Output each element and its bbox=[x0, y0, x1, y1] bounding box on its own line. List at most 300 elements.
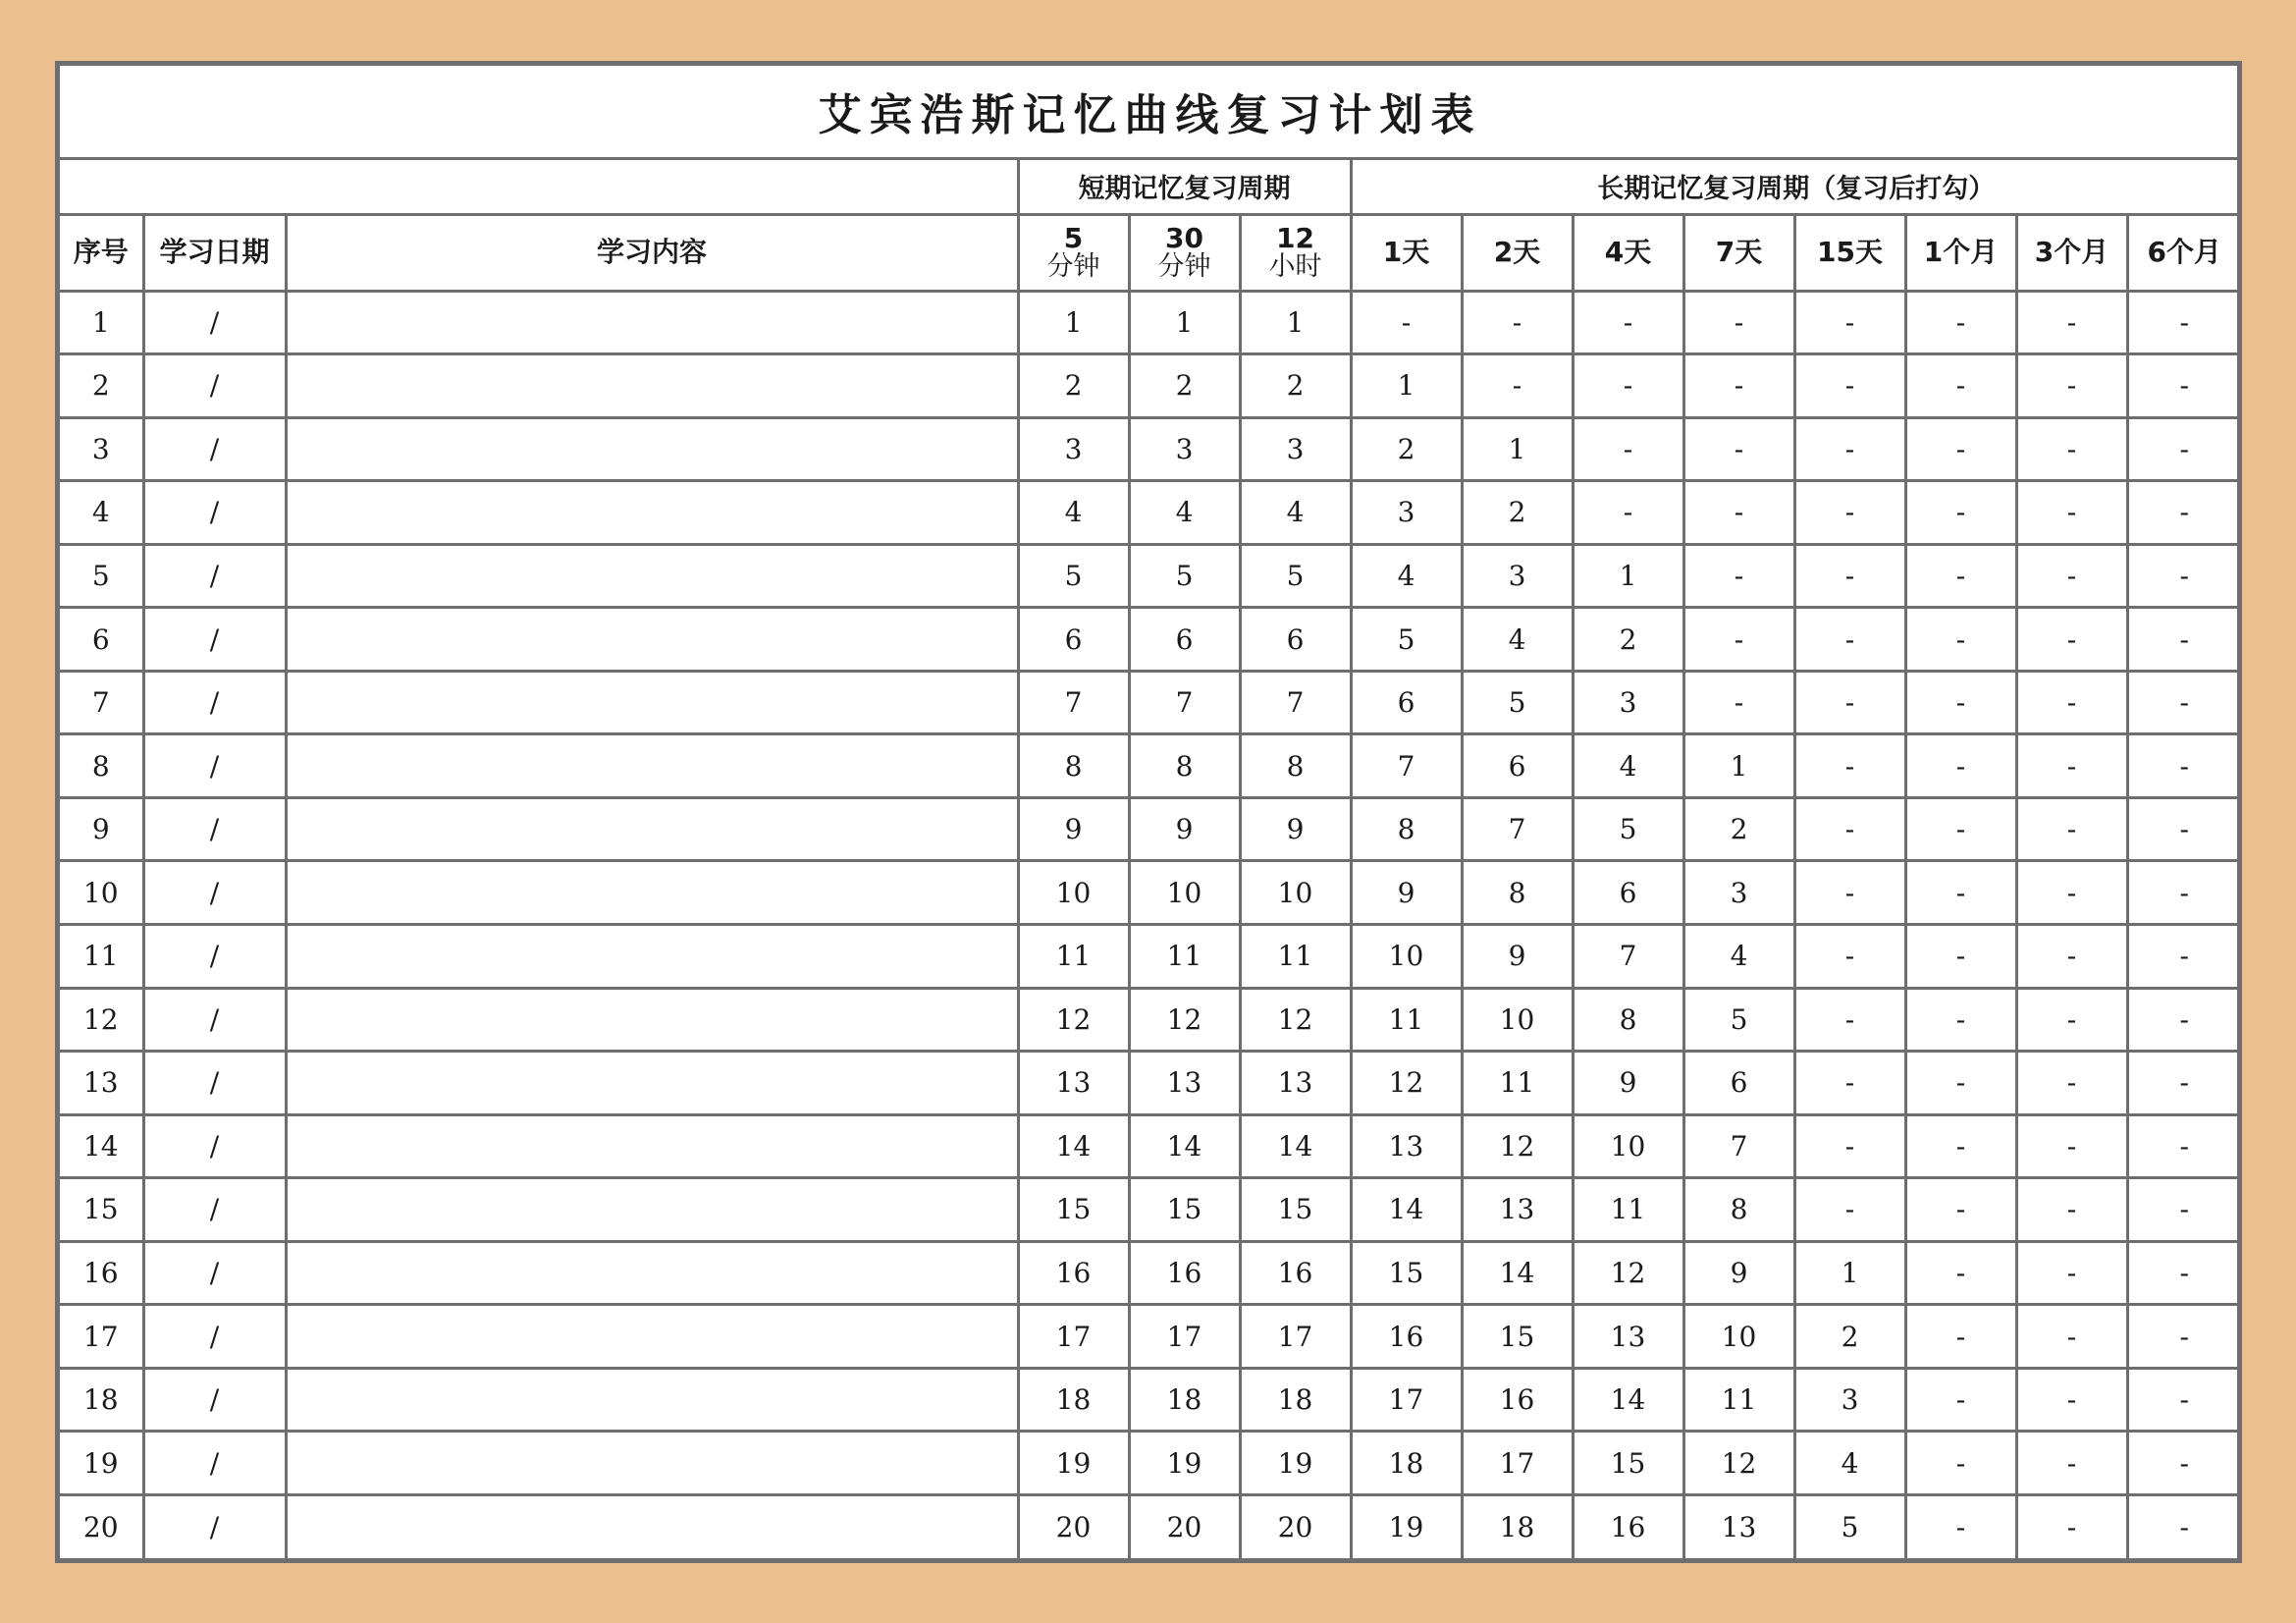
row-seq: 7 bbox=[60, 671, 143, 734]
row-short-5min[interactable]: 14 bbox=[1018, 1114, 1129, 1178]
row-long-15d[interactable]: - bbox=[1794, 988, 1905, 1052]
row-short-5min[interactable]: 20 bbox=[1018, 1494, 1129, 1558]
row-long-6m[interactable]: - bbox=[2127, 988, 2240, 1052]
row-long-1m[interactable]: - bbox=[1905, 291, 2016, 354]
row-short-30min[interactable]: 11 bbox=[1129, 924, 1240, 988]
row-long-2d[interactable]: 13 bbox=[1462, 1178, 1573, 1242]
row-date[interactable]: / bbox=[143, 1368, 286, 1432]
row-long-3m[interactable]: - bbox=[2016, 481, 2127, 545]
row-long-4d[interactable]: 8 bbox=[1573, 988, 1683, 1052]
table-row bbox=[60, 797, 2240, 861]
row-long-2d[interactable]: 11 bbox=[1462, 1052, 1573, 1115]
row-date[interactable]: / bbox=[143, 1052, 286, 1115]
row-content[interactable] bbox=[286, 1432, 1018, 1495]
row-long-6m[interactable]: - bbox=[2127, 734, 2240, 798]
row-long-6m[interactable]: - bbox=[2127, 671, 2240, 734]
row-content[interactable] bbox=[286, 734, 1018, 798]
row-content[interactable] bbox=[286, 861, 1018, 925]
row-short-5min[interactable]: 9 bbox=[1018, 797, 1129, 861]
row-long-1d[interactable]: 1 bbox=[1351, 354, 1462, 418]
row-long-4d[interactable]: - bbox=[1573, 291, 1683, 354]
table-row bbox=[60, 417, 2240, 481]
row-date[interactable]: / bbox=[143, 1178, 286, 1242]
row-short-12h[interactable]: 18 bbox=[1240, 1368, 1351, 1432]
row-date[interactable]: / bbox=[143, 481, 286, 545]
row-seq: 14 bbox=[60, 1114, 143, 1178]
row-seq: 2 bbox=[60, 354, 143, 418]
row-long-4d[interactable]: 10 bbox=[1573, 1114, 1683, 1178]
row-long-7d[interactable]: 7 bbox=[1683, 1114, 1794, 1178]
row-long-7d[interactable]: 12 bbox=[1683, 1432, 1794, 1495]
row-long-1d[interactable]: 13 bbox=[1351, 1114, 1462, 1178]
row-long-6m[interactable]: - bbox=[2127, 608, 2240, 672]
group-header-blank bbox=[60, 158, 1018, 214]
row-content[interactable] bbox=[286, 1241, 1018, 1305]
row-long-4d[interactable]: 7 bbox=[1573, 924, 1683, 988]
row-short-12h[interactable]: 17 bbox=[1240, 1305, 1351, 1369]
row-long-4d[interactable]: 6 bbox=[1573, 861, 1683, 925]
row-long-4d[interactable]: 1 bbox=[1573, 544, 1683, 608]
row-long-6m[interactable]: - bbox=[2127, 1114, 2240, 1178]
row-short-5min[interactable]: 1 bbox=[1018, 291, 1129, 354]
row-short-30min[interactable]: 7 bbox=[1129, 671, 1240, 734]
row-long-15d[interactable]: - bbox=[1794, 861, 1905, 925]
column-header-short-value: 5 bbox=[1063, 222, 1084, 255]
row-long-1m[interactable]: - bbox=[1905, 988, 2016, 1052]
row-long-15d[interactable]: - bbox=[1794, 671, 1905, 734]
row-long-15d[interactable]: - bbox=[1794, 417, 1905, 481]
row-short-12h[interactable]: 2 bbox=[1240, 354, 1351, 418]
row-date[interactable]: / bbox=[143, 544, 286, 608]
row-short-30min[interactable]: 10 bbox=[1129, 861, 1240, 925]
row-short-30min[interactable]: 20 bbox=[1129, 1494, 1240, 1558]
row-date[interactable]: / bbox=[143, 924, 286, 988]
row-long-3m[interactable]: - bbox=[2016, 924, 2127, 988]
row-short-12h[interactable]: 9 bbox=[1240, 797, 1351, 861]
table-row bbox=[60, 1241, 2240, 1305]
row-long-7d[interactable]: 10 bbox=[1683, 1305, 1794, 1369]
table-row bbox=[60, 291, 2240, 354]
row-long-2d[interactable]: 15 bbox=[1462, 1305, 1573, 1369]
row-content[interactable] bbox=[286, 1305, 1018, 1369]
row-long-7d[interactable]: - bbox=[1683, 417, 1794, 481]
row-short-30min[interactable]: 14 bbox=[1129, 1114, 1240, 1178]
row-seq: 9 bbox=[60, 797, 143, 861]
row-content[interactable] bbox=[286, 544, 1018, 608]
row-long-1d[interactable]: 4 bbox=[1351, 544, 1462, 608]
row-long-4d[interactable]: - bbox=[1573, 417, 1683, 481]
row-short-5min[interactable]: 12 bbox=[1018, 988, 1129, 1052]
table-row bbox=[60, 354, 2240, 418]
row-long-4d[interactable]: 15 bbox=[1573, 1432, 1683, 1495]
row-short-12h[interactable]: 5 bbox=[1240, 544, 1351, 608]
row-long-4d[interactable]: 2 bbox=[1573, 608, 1683, 672]
row-date[interactable]: / bbox=[143, 1494, 286, 1558]
row-long-15d[interactable]: 5 bbox=[1794, 1494, 1905, 1558]
row-short-5min[interactable]: 19 bbox=[1018, 1432, 1129, 1495]
row-long-2d[interactable]: 18 bbox=[1462, 1494, 1573, 1558]
row-long-6m[interactable]: - bbox=[2127, 1368, 2240, 1432]
row-content[interactable] bbox=[286, 1052, 1018, 1115]
row-long-1d[interactable]: 17 bbox=[1351, 1368, 1462, 1432]
row-content[interactable] bbox=[286, 988, 1018, 1052]
row-short-30min[interactable]: 3 bbox=[1129, 417, 1240, 481]
row-long-15d[interactable]: - bbox=[1794, 1052, 1905, 1115]
row-short-30min[interactable]: 5 bbox=[1129, 544, 1240, 608]
row-long-3m[interactable]: - bbox=[2016, 797, 2127, 861]
row-long-1d[interactable]: 6 bbox=[1351, 671, 1462, 734]
row-short-5min[interactable]: 16 bbox=[1018, 1241, 1129, 1305]
row-long-4d[interactable]: 5 bbox=[1573, 797, 1683, 861]
row-long-7d[interactable]: 13 bbox=[1683, 1494, 1794, 1558]
row-long-2d[interactable]: 2 bbox=[1462, 481, 1573, 545]
row-short-30min[interactable]: 1 bbox=[1129, 291, 1240, 354]
row-short-30min[interactable]: 17 bbox=[1129, 1305, 1240, 1369]
row-long-7d[interactable]: 1 bbox=[1683, 734, 1794, 798]
row-long-6m[interactable]: - bbox=[2127, 861, 2240, 925]
row-long-1m[interactable]: - bbox=[1905, 1178, 2016, 1242]
row-long-15d[interactable]: - bbox=[1794, 1178, 1905, 1242]
row-date[interactable]: / bbox=[143, 988, 286, 1052]
row-long-7d[interactable]: - bbox=[1683, 291, 1794, 354]
row-seq: 15 bbox=[60, 1178, 143, 1242]
row-long-15d[interactable]: - bbox=[1794, 354, 1905, 418]
row-long-6m[interactable]: - bbox=[2127, 417, 2240, 481]
row-long-3m[interactable]: - bbox=[2016, 1178, 2127, 1242]
row-long-6m[interactable]: - bbox=[2127, 481, 2240, 545]
row-date[interactable]: / bbox=[143, 734, 286, 798]
row-long-1d[interactable]: 2 bbox=[1351, 417, 1462, 481]
row-short-30min[interactable]: 19 bbox=[1129, 1432, 1240, 1495]
row-long-3m[interactable]: - bbox=[2016, 544, 2127, 608]
row-long-1d[interactable]: 9 bbox=[1351, 861, 1462, 925]
row-long-1m[interactable]: - bbox=[1905, 417, 2016, 481]
row-seq: 5 bbox=[60, 544, 143, 608]
row-long-6m[interactable]: - bbox=[2127, 1432, 2240, 1495]
table-row bbox=[60, 1052, 2240, 1115]
row-long-6m[interactable]: - bbox=[2127, 291, 2240, 354]
row-short-12h[interactable]: 16 bbox=[1240, 1241, 1351, 1305]
row-long-7d[interactable]: - bbox=[1683, 544, 1794, 608]
row-seq: 1 bbox=[60, 291, 143, 354]
row-long-15d[interactable]: - bbox=[1794, 608, 1905, 672]
column-header-long-1d: 1天 bbox=[1351, 214, 1462, 291]
row-long-15d[interactable]: 3 bbox=[1794, 1368, 1905, 1432]
row-long-6m[interactable]: - bbox=[2127, 1494, 2240, 1558]
column-header-long-15d: 15天 bbox=[1794, 214, 1905, 291]
row-long-1m[interactable]: - bbox=[1905, 1368, 2016, 1432]
row-short-12h[interactable]: 20 bbox=[1240, 1494, 1351, 1558]
row-long-4d[interactable]: 14 bbox=[1573, 1368, 1683, 1432]
row-long-1m[interactable]: - bbox=[1905, 1114, 2016, 1178]
table-row bbox=[60, 1114, 2240, 1178]
row-long-6m[interactable]: - bbox=[2127, 1178, 2240, 1242]
row-long-15d[interactable]: - bbox=[1794, 924, 1905, 988]
row-long-3m[interactable]: - bbox=[2016, 1052, 2127, 1115]
row-short-12h[interactable]: 4 bbox=[1240, 481, 1351, 545]
row-seq: 18 bbox=[60, 1368, 143, 1432]
row-short-12h[interactable]: 8 bbox=[1240, 734, 1351, 798]
row-short-30min[interactable]: 18 bbox=[1129, 1368, 1240, 1432]
row-content[interactable] bbox=[286, 608, 1018, 672]
row-short-5min[interactable]: 5 bbox=[1018, 544, 1129, 608]
row-long-15d[interactable]: - bbox=[1794, 544, 1905, 608]
row-long-1m[interactable]: - bbox=[1905, 671, 2016, 734]
row-long-2d[interactable]: - bbox=[1462, 291, 1573, 354]
row-short-12h[interactable]: 1 bbox=[1240, 291, 1351, 354]
row-short-30min[interactable]: 9 bbox=[1129, 797, 1240, 861]
column-header-short-30min bbox=[1129, 214, 1240, 291]
row-long-1d[interactable]: - bbox=[1351, 291, 1462, 354]
row-date[interactable]: / bbox=[143, 1241, 286, 1305]
page-title: 艾宾浩斯记忆曲线复习计划表 bbox=[60, 66, 2240, 158]
row-long-4d[interactable]: 4 bbox=[1573, 734, 1683, 798]
row-long-4d[interactable]: 16 bbox=[1573, 1494, 1683, 1558]
row-date[interactable]: / bbox=[143, 797, 286, 861]
row-long-7d[interactable]: - bbox=[1683, 481, 1794, 545]
row-long-3m[interactable]: - bbox=[2016, 734, 2127, 798]
row-date[interactable]: / bbox=[143, 608, 286, 672]
row-long-6m[interactable]: - bbox=[2127, 797, 2240, 861]
row-content[interactable] bbox=[286, 1368, 1018, 1432]
row-long-7d[interactable]: 4 bbox=[1683, 924, 1794, 988]
row-long-3m[interactable]: - bbox=[2016, 1368, 2127, 1432]
row-long-6m[interactable]: - bbox=[2127, 544, 2240, 608]
row-long-2d[interactable]: 12 bbox=[1462, 1114, 1573, 1178]
row-long-1m[interactable]: - bbox=[1905, 1241, 2016, 1305]
row-long-2d[interactable]: 10 bbox=[1462, 988, 1573, 1052]
row-long-7d[interactable]: - bbox=[1683, 608, 1794, 672]
row-long-7d[interactable]: 11 bbox=[1683, 1368, 1794, 1432]
row-seq: 11 bbox=[60, 924, 143, 988]
row-long-1m[interactable]: - bbox=[1905, 1432, 2016, 1495]
row-content[interactable] bbox=[286, 354, 1018, 418]
row-long-1d[interactable]: 3 bbox=[1351, 481, 1462, 545]
row-long-3m[interactable]: - bbox=[2016, 988, 2127, 1052]
row-long-3m[interactable]: - bbox=[2016, 1432, 2127, 1495]
column-header-short-5min bbox=[1018, 214, 1129, 291]
row-long-15d[interactable]: - bbox=[1794, 291, 1905, 354]
row-long-1m[interactable]: - bbox=[1905, 481, 2016, 545]
row-long-3m[interactable]: - bbox=[2016, 291, 2127, 354]
row-long-15d[interactable]: - bbox=[1794, 734, 1905, 798]
row-short-12h[interactable]: 11 bbox=[1240, 924, 1351, 988]
row-long-1m[interactable]: - bbox=[1905, 734, 2016, 798]
row-long-3m[interactable]: - bbox=[2016, 1114, 2127, 1178]
row-short-5min[interactable]: 18 bbox=[1018, 1368, 1129, 1432]
row-short-5min[interactable]: 15 bbox=[1018, 1178, 1129, 1242]
row-date[interactable]: / bbox=[143, 1305, 286, 1369]
row-long-1m[interactable]: - bbox=[1905, 544, 2016, 608]
row-long-2d[interactable]: 1 bbox=[1462, 417, 1573, 481]
row-seq: 10 bbox=[60, 861, 143, 925]
row-long-3m[interactable]: - bbox=[2016, 671, 2127, 734]
column-header-short-12h bbox=[1240, 214, 1351, 291]
row-long-15d[interactable]: 4 bbox=[1794, 1432, 1905, 1495]
row-long-1m[interactable]: - bbox=[1905, 924, 2016, 988]
row-long-4d[interactable]: 11 bbox=[1573, 1178, 1683, 1242]
row-long-15d[interactable]: - bbox=[1794, 481, 1905, 545]
table-row bbox=[60, 734, 2240, 798]
row-long-7d[interactable]: 3 bbox=[1683, 861, 1794, 925]
row-short-5min[interactable]: 6 bbox=[1018, 608, 1129, 672]
row-long-1d[interactable]: 15 bbox=[1351, 1241, 1462, 1305]
row-long-1m[interactable]: - bbox=[1905, 354, 2016, 418]
row-long-1m[interactable]: - bbox=[1905, 1052, 2016, 1115]
column-header-long-2d: 2天 bbox=[1462, 214, 1573, 291]
row-short-5min[interactable]: 8 bbox=[1018, 734, 1129, 798]
column-header-long-3m: 3个月 bbox=[2016, 214, 2127, 291]
row-long-1m[interactable]: - bbox=[1905, 608, 2016, 672]
table-row bbox=[60, 671, 2240, 734]
row-long-1m[interactable]: - bbox=[1905, 861, 2016, 925]
row-long-2d[interactable]: 17 bbox=[1462, 1432, 1573, 1495]
row-long-4d[interactable]: - bbox=[1573, 481, 1683, 545]
row-long-1m[interactable]: - bbox=[1905, 797, 2016, 861]
row-long-1m[interactable]: - bbox=[1905, 1494, 2016, 1558]
row-content[interactable] bbox=[286, 1114, 1018, 1178]
row-long-1d[interactable]: 16 bbox=[1351, 1305, 1462, 1369]
row-seq: 4 bbox=[60, 481, 143, 545]
row-short-30min[interactable]: 8 bbox=[1129, 734, 1240, 798]
row-content[interactable] bbox=[286, 1494, 1018, 1558]
row-content[interactable] bbox=[286, 671, 1018, 734]
row-short-30min[interactable]: 13 bbox=[1129, 1052, 1240, 1115]
row-long-4d[interactable]: 13 bbox=[1573, 1305, 1683, 1369]
column-header-long-7d: 7天 bbox=[1683, 214, 1794, 291]
row-long-3m[interactable]: - bbox=[2016, 608, 2127, 672]
row-date[interactable]: / bbox=[143, 671, 286, 734]
row-long-2d[interactable]: 5 bbox=[1462, 671, 1573, 734]
group-header-long-term: 长期记忆复习周期（复习后打勾） bbox=[1351, 158, 2240, 214]
row-short-12h[interactable]: 3 bbox=[1240, 417, 1351, 481]
row-short-12h[interactable]: 7 bbox=[1240, 671, 1351, 734]
row-date[interactable]: / bbox=[143, 354, 286, 418]
row-long-2d[interactable]: 7 bbox=[1462, 797, 1573, 861]
row-long-1d[interactable]: 7 bbox=[1351, 734, 1462, 798]
row-long-1d[interactable]: 12 bbox=[1351, 1052, 1462, 1115]
row-short-30min[interactable]: 16 bbox=[1129, 1241, 1240, 1305]
row-long-2d[interactable]: 3 bbox=[1462, 544, 1573, 608]
row-long-2d[interactable]: 8 bbox=[1462, 861, 1573, 925]
row-short-30min[interactable]: 15 bbox=[1129, 1178, 1240, 1242]
row-short-12h[interactable]: 12 bbox=[1240, 988, 1351, 1052]
row-date[interactable]: / bbox=[143, 291, 286, 354]
row-short-12h[interactable]: 13 bbox=[1240, 1052, 1351, 1115]
row-long-15d[interactable]: 1 bbox=[1794, 1241, 1905, 1305]
row-long-15d[interactable]: 2 bbox=[1794, 1305, 1905, 1369]
row-short-30min[interactable]: 6 bbox=[1129, 608, 1240, 672]
row-long-4d[interactable]: 9 bbox=[1573, 1052, 1683, 1115]
table-row bbox=[60, 1432, 2240, 1495]
row-content[interactable] bbox=[286, 924, 1018, 988]
row-long-4d[interactable]: 3 bbox=[1573, 671, 1683, 734]
row-short-5min[interactable]: 2 bbox=[1018, 354, 1129, 418]
row-long-2d[interactable]: 4 bbox=[1462, 608, 1573, 672]
row-long-2d[interactable]: - bbox=[1462, 354, 1573, 418]
row-long-3m[interactable]: - bbox=[2016, 861, 2127, 925]
row-short-5min[interactable]: 17 bbox=[1018, 1305, 1129, 1369]
row-long-7d[interactable]: 2 bbox=[1683, 797, 1794, 861]
row-short-12h[interactable]: 10 bbox=[1240, 861, 1351, 925]
row-long-6m[interactable]: - bbox=[2127, 1052, 2240, 1115]
group-header-short-term: 短期记忆复习周期 bbox=[1018, 158, 1351, 214]
row-content[interactable] bbox=[286, 797, 1018, 861]
column-header-long-1m: 1个月 bbox=[1905, 214, 2016, 291]
row-long-2d[interactable]: 6 bbox=[1462, 734, 1573, 798]
row-long-6m[interactable]: - bbox=[2127, 1241, 2240, 1305]
row-content[interactable] bbox=[286, 1178, 1018, 1242]
row-long-1d[interactable]: 5 bbox=[1351, 608, 1462, 672]
row-short-30min[interactable]: 2 bbox=[1129, 354, 1240, 418]
row-long-7d[interactable]: 9 bbox=[1683, 1241, 1794, 1305]
row-date[interactable]: / bbox=[143, 861, 286, 925]
row-short-5min[interactable]: 13 bbox=[1018, 1052, 1129, 1115]
row-short-5min[interactable]: 11 bbox=[1018, 924, 1129, 988]
row-long-3m[interactable]: - bbox=[2016, 1305, 2127, 1369]
row-long-2d[interactable]: 16 bbox=[1462, 1368, 1573, 1432]
row-long-1d[interactable]: 10 bbox=[1351, 924, 1462, 988]
row-seq: 16 bbox=[60, 1241, 143, 1305]
row-short-12h[interactable]: 15 bbox=[1240, 1178, 1351, 1242]
row-date[interactable]: / bbox=[143, 417, 286, 481]
row-content[interactable] bbox=[286, 481, 1018, 545]
row-long-6m[interactable]: - bbox=[2127, 354, 2240, 418]
row-short-30min[interactable]: 4 bbox=[1129, 481, 1240, 545]
row-date[interactable]: / bbox=[143, 1114, 286, 1178]
row-long-7d[interactable]: - bbox=[1683, 354, 1794, 418]
row-short-5min[interactable]: 7 bbox=[1018, 671, 1129, 734]
row-long-3m[interactable]: - bbox=[2016, 1241, 2127, 1305]
row-short-12h[interactable]: 6 bbox=[1240, 608, 1351, 672]
row-long-15d[interactable]: - bbox=[1794, 797, 1905, 861]
row-seq: 20 bbox=[60, 1494, 143, 1558]
row-long-4d[interactable]: - bbox=[1573, 354, 1683, 418]
row-seq: 19 bbox=[60, 1432, 143, 1495]
row-long-1d[interactable]: 18 bbox=[1351, 1432, 1462, 1495]
row-long-7d[interactable]: 5 bbox=[1683, 988, 1794, 1052]
row-long-7d[interactable]: 6 bbox=[1683, 1052, 1794, 1115]
row-seq: 3 bbox=[60, 417, 143, 481]
row-content[interactable] bbox=[286, 291, 1018, 354]
row-long-15d[interactable]: - bbox=[1794, 1114, 1905, 1178]
row-long-4d[interactable]: 12 bbox=[1573, 1241, 1683, 1305]
row-long-3m[interactable]: - bbox=[2016, 417, 2127, 481]
row-short-5min[interactable]: 10 bbox=[1018, 861, 1129, 925]
row-short-5min[interactable]: 4 bbox=[1018, 481, 1129, 545]
row-long-6m[interactable]: - bbox=[2127, 924, 2240, 988]
row-date[interactable]: / bbox=[143, 1432, 286, 1495]
row-long-1d[interactable]: 11 bbox=[1351, 988, 1462, 1052]
row-short-12h[interactable]: 14 bbox=[1240, 1114, 1351, 1178]
row-long-3m[interactable]: - bbox=[2016, 354, 2127, 418]
row-content[interactable] bbox=[286, 417, 1018, 481]
row-long-6m[interactable]: - bbox=[2127, 1305, 2240, 1369]
row-long-7d[interactable]: 8 bbox=[1683, 1178, 1794, 1242]
row-long-1m[interactable]: - bbox=[1905, 1305, 2016, 1369]
row-long-1d[interactable]: 8 bbox=[1351, 797, 1462, 861]
row-short-30min[interactable]: 12 bbox=[1129, 988, 1240, 1052]
row-long-2d[interactable]: 9 bbox=[1462, 924, 1573, 988]
row-long-1d[interactable]: 19 bbox=[1351, 1494, 1462, 1558]
row-long-2d[interactable]: 14 bbox=[1462, 1241, 1573, 1305]
row-long-1d[interactable]: 14 bbox=[1351, 1178, 1462, 1242]
row-short-12h[interactable]: 19 bbox=[1240, 1432, 1351, 1495]
row-long-3m[interactable]: - bbox=[2016, 1494, 2127, 1558]
row-short-5min[interactable]: 3 bbox=[1018, 417, 1129, 481]
column-header-short-value: 30 bbox=[1165, 222, 1203, 255]
row-long-7d[interactable]: - bbox=[1683, 671, 1794, 734]
